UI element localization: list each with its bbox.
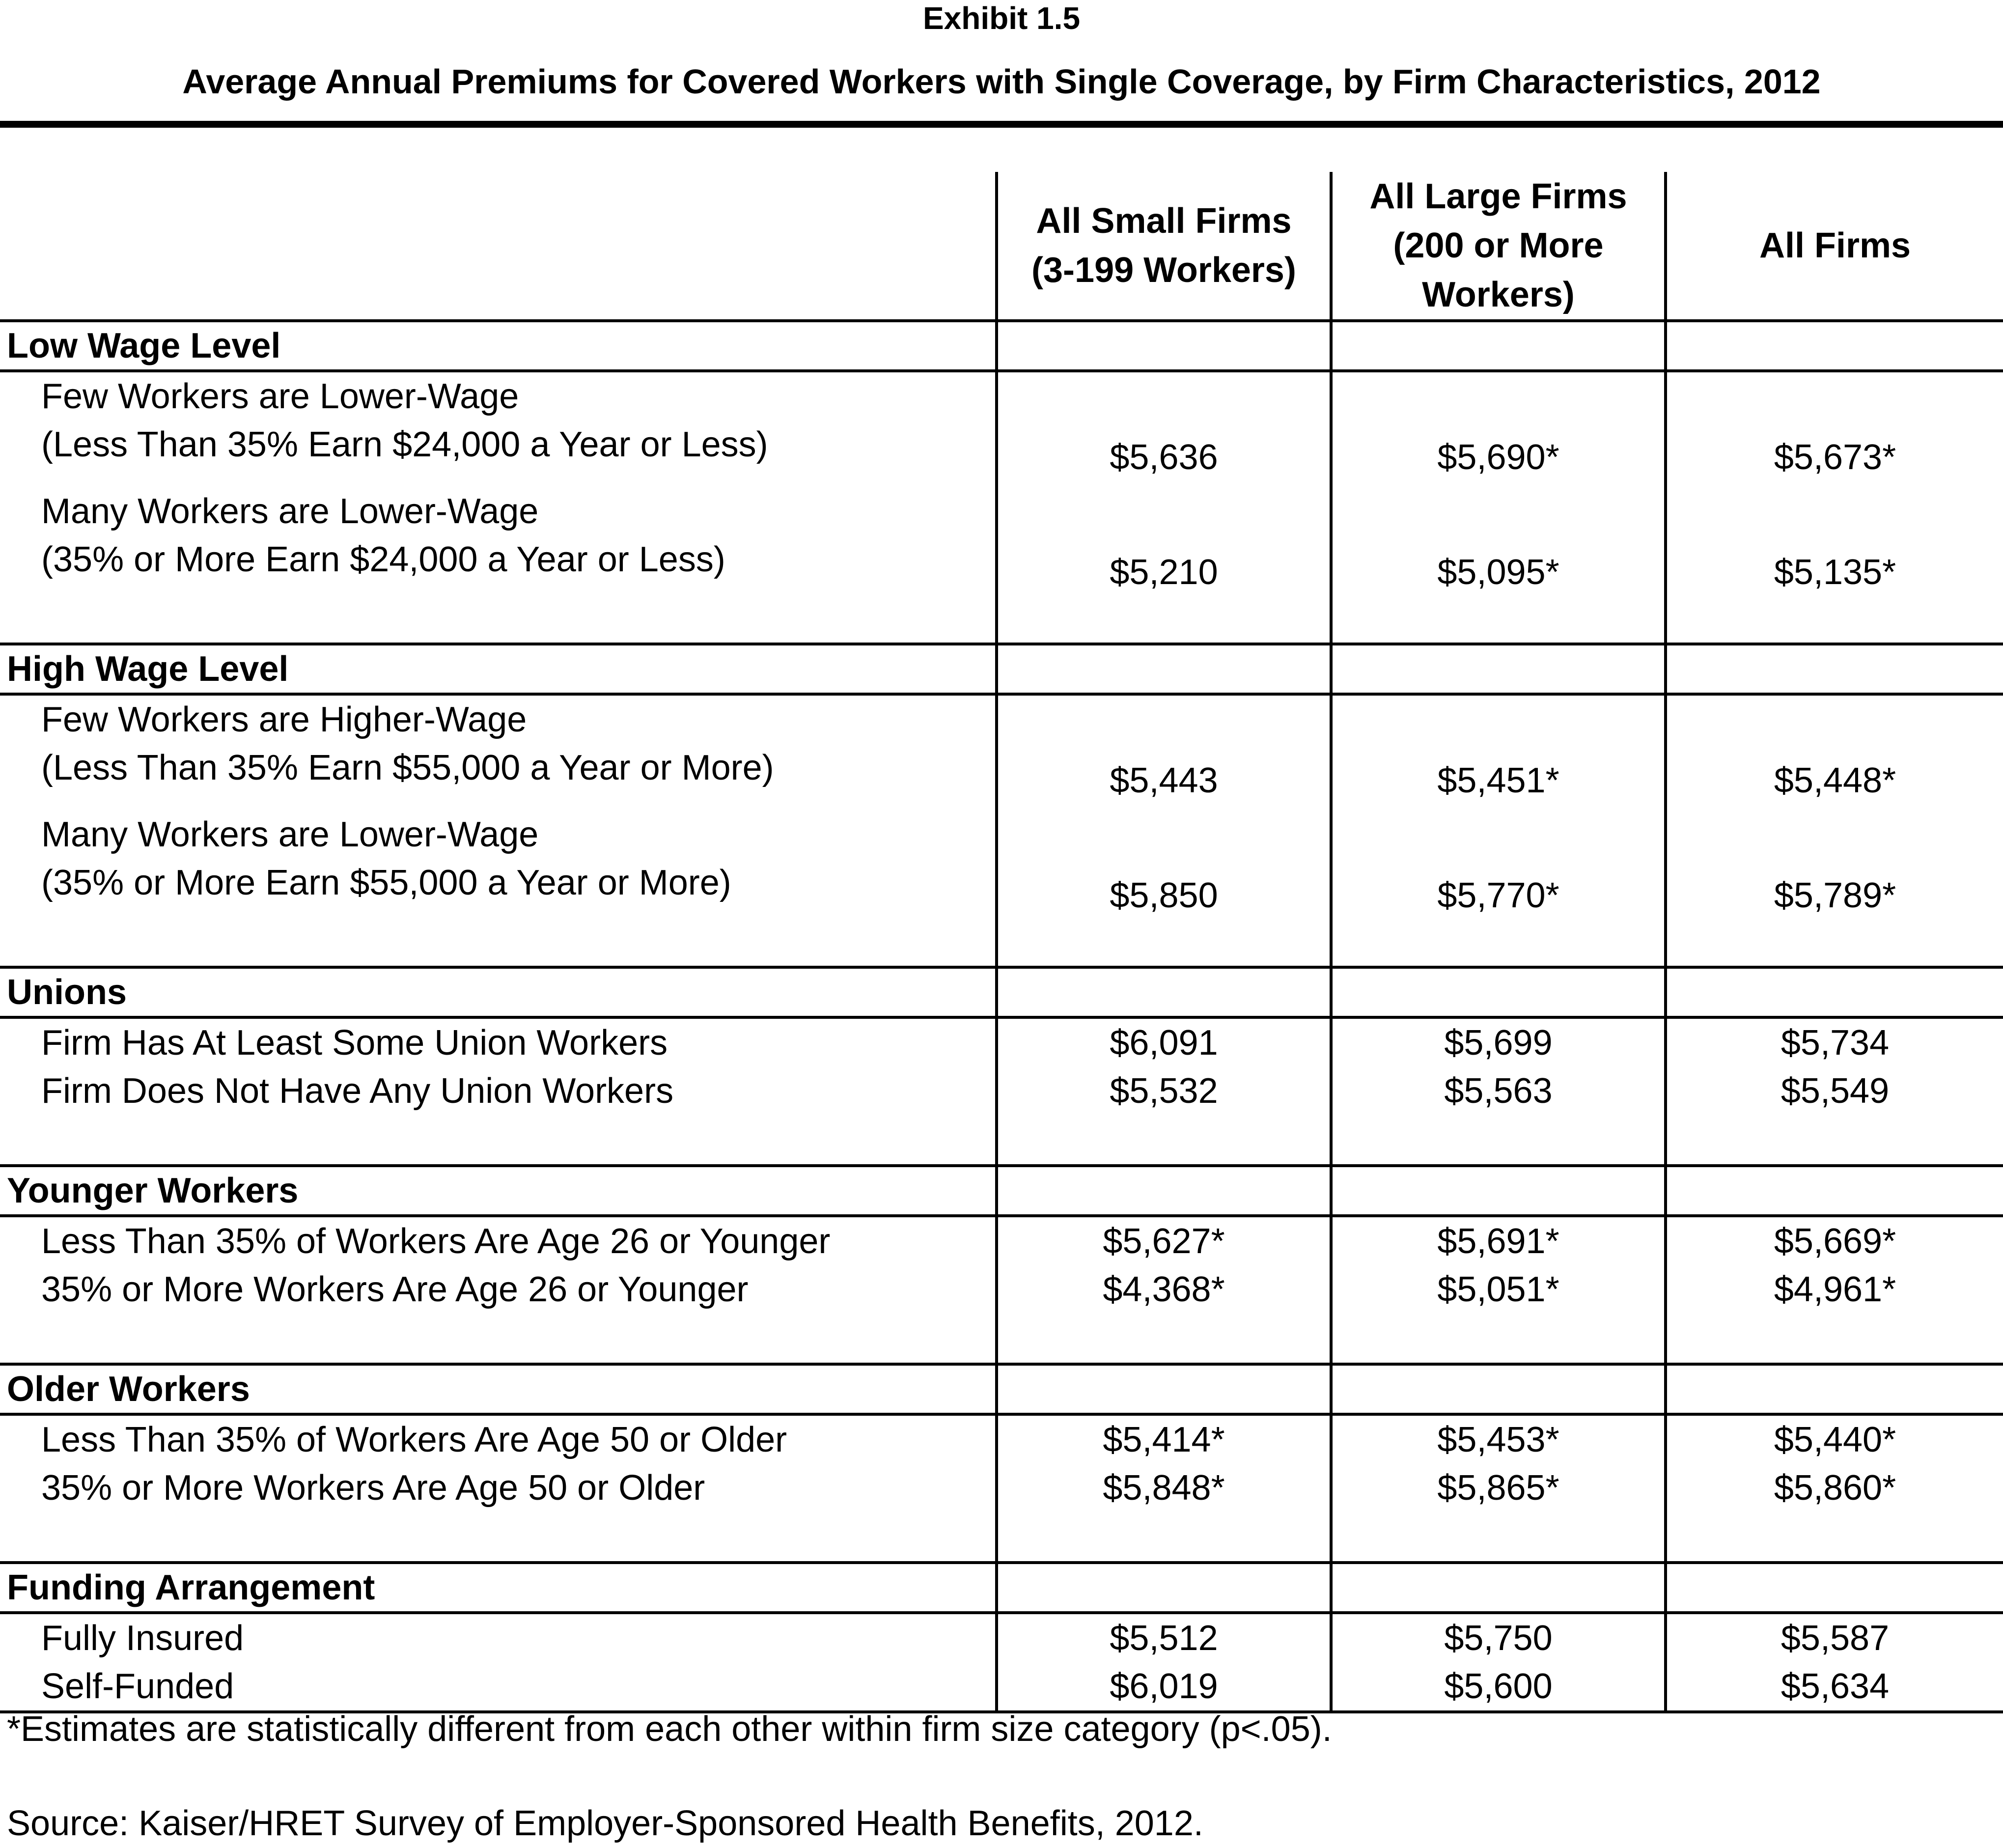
cell-all: $5,587 — [1666, 1613, 2003, 1662]
cell-small: $5,627* — [997, 1216, 1331, 1265]
cell-small: $4,368* — [997, 1265, 1331, 1314]
section-label: Funding Arrangement — [0, 1563, 997, 1613]
header-row — [0, 172, 2003, 321]
cell-small: $6,019 — [997, 1662, 1331, 1712]
cell-large: $5,865* — [1331, 1464, 1666, 1512]
footnote: *Estimates are statistically different from each other within firm size category (p<.05). — [7, 1709, 1332, 1749]
cell-large: $5,563 — [1331, 1067, 1666, 1115]
cell-large: $5,600 — [1331, 1662, 1666, 1712]
section-row-unions — [0, 967, 2003, 1017]
header-small-line1: All Small Firms — [1036, 201, 1292, 241]
cell-small: $5,414* — [997, 1414, 1331, 1464]
row-label: Many Workers are Lower-Wage (35% or More Earn $55,000 a Year or More) — [41, 815, 731, 902]
table-row — [0, 1265, 2003, 1314]
cell-large: $5,691* — [1331, 1216, 1666, 1265]
section-label: High Wage Level — [0, 644, 997, 694]
cell-all: $5,734 — [1666, 1017, 2003, 1067]
header-large-line1: All Large Firms — [1369, 177, 1627, 216]
header-small-line2: (3-199 Workers) — [1031, 251, 1296, 290]
cell-small: $5,443 — [997, 694, 1331, 811]
section-row-older — [0, 1364, 2003, 1414]
cell-small: $6,091 — [997, 1017, 1331, 1067]
row-label: Less Than 35% of Workers Are Age 50 or Older — [41, 1420, 787, 1459]
row-label: Firm Does Not Have Any Union Workers — [41, 1071, 674, 1111]
header-large-firms — [1331, 172, 1666, 321]
cell-large: $5,699 — [1331, 1017, 1666, 1067]
cell-all: $5,549 — [1666, 1067, 2003, 1115]
premiums-table — [0, 172, 2003, 1713]
cell-small: $5,850 — [997, 811, 1331, 925]
header-small-firms — [997, 172, 1331, 321]
row-label: Less Than 35% of Workers Are Age 26 or Younger — [41, 1222, 831, 1261]
title-rule — [0, 121, 2003, 128]
section-row-low-wage — [0, 321, 2003, 371]
cell-large: $5,051* — [1331, 1265, 1666, 1314]
table-row — [0, 811, 2003, 925]
row-label: Few Workers are Lower-Wage (Less Than 35% Earn $24,000 a Year or Less) — [41, 377, 768, 464]
cell-all: $5,440* — [1666, 1414, 2003, 1464]
table-row — [0, 694, 2003, 811]
cell-large: $5,750 — [1331, 1613, 1666, 1662]
cell-all: $4,961* — [1666, 1265, 2003, 1314]
table-row — [0, 487, 2003, 602]
cell-small: $5,848* — [997, 1464, 1331, 1512]
cell-all: $5,135* — [1666, 487, 2003, 602]
table-row — [0, 1216, 2003, 1265]
cell-large: $5,770* — [1331, 811, 1666, 925]
cell-small: $5,636 — [997, 371, 1331, 487]
exhibit-number: Exhibit 1.5 — [922, 0, 1081, 36]
header-all-label: All Firms — [1759, 226, 1911, 265]
cell-small: $5,532 — [997, 1067, 1331, 1115]
table-row — [0, 371, 2003, 487]
header-large-line2: (200 or More — [1393, 226, 1604, 265]
row-label: Fully Insured — [41, 1619, 244, 1658]
header-large-line3: Workers) — [1422, 275, 1575, 314]
cell-large: $5,451* — [1331, 694, 1666, 811]
table-row — [0, 1414, 2003, 1464]
row-label: Self-Funded — [0, 1662, 997, 1712]
cell-small: $5,210 — [997, 487, 1331, 602]
cell-all: $5,448* — [1666, 694, 2003, 811]
cell-all: $5,860* — [1666, 1464, 2003, 1512]
cell-large: $5,690* — [1331, 371, 1666, 487]
table-row — [0, 1613, 2003, 1662]
cell-large: $5,453* — [1331, 1414, 1666, 1464]
cell-all: $5,669* — [1666, 1216, 2003, 1265]
section-label: Older Workers — [0, 1364, 997, 1414]
cell-all: $5,634 — [1666, 1662, 2003, 1712]
row-label: Firm Has At Least Some Union Workers — [41, 1023, 668, 1063]
section-row-younger — [0, 1166, 2003, 1216]
header-corner — [0, 172, 997, 321]
row-label: Few Workers are Higher-Wage (Less Than 35% Earn $55,000 a Year or More) — [41, 700, 774, 787]
section-label: Unions — [0, 967, 997, 1017]
cell-all: $5,673* — [1666, 371, 2003, 487]
cell-all: $5,789* — [1666, 811, 2003, 925]
section-row-funding — [0, 1563, 2003, 1613]
cell-large: $5,095* — [1331, 487, 1666, 602]
section-label: Low Wage Level — [0, 321, 997, 371]
table-row — [0, 1017, 2003, 1067]
cell-small: $5,512 — [997, 1613, 1331, 1662]
table-row — [0, 1067, 2003, 1115]
section-row-high-wage — [0, 644, 2003, 694]
header-all-firms — [1666, 172, 2003, 321]
table-title: Average Annual Premiums for Covered Workers with Single Coverage, by Firm Characteristics, 2012 — [182, 62, 1821, 101]
row-label: 35% or More Workers Are Age 50 or Older — [41, 1468, 705, 1508]
source-note: Source: Kaiser/HRET Survey of Employer-Sponsored Health Benefits, 2012. — [7, 1804, 1203, 1843]
row-label: 35% or More Workers Are Age 26 or Younger — [41, 1270, 749, 1309]
section-label: Younger Workers — [0, 1166, 997, 1216]
row-label: Many Workers are Lower-Wage (35% or More Earn $24,000 a Year or Less) — [41, 492, 725, 579]
table-row — [0, 1464, 2003, 1512]
